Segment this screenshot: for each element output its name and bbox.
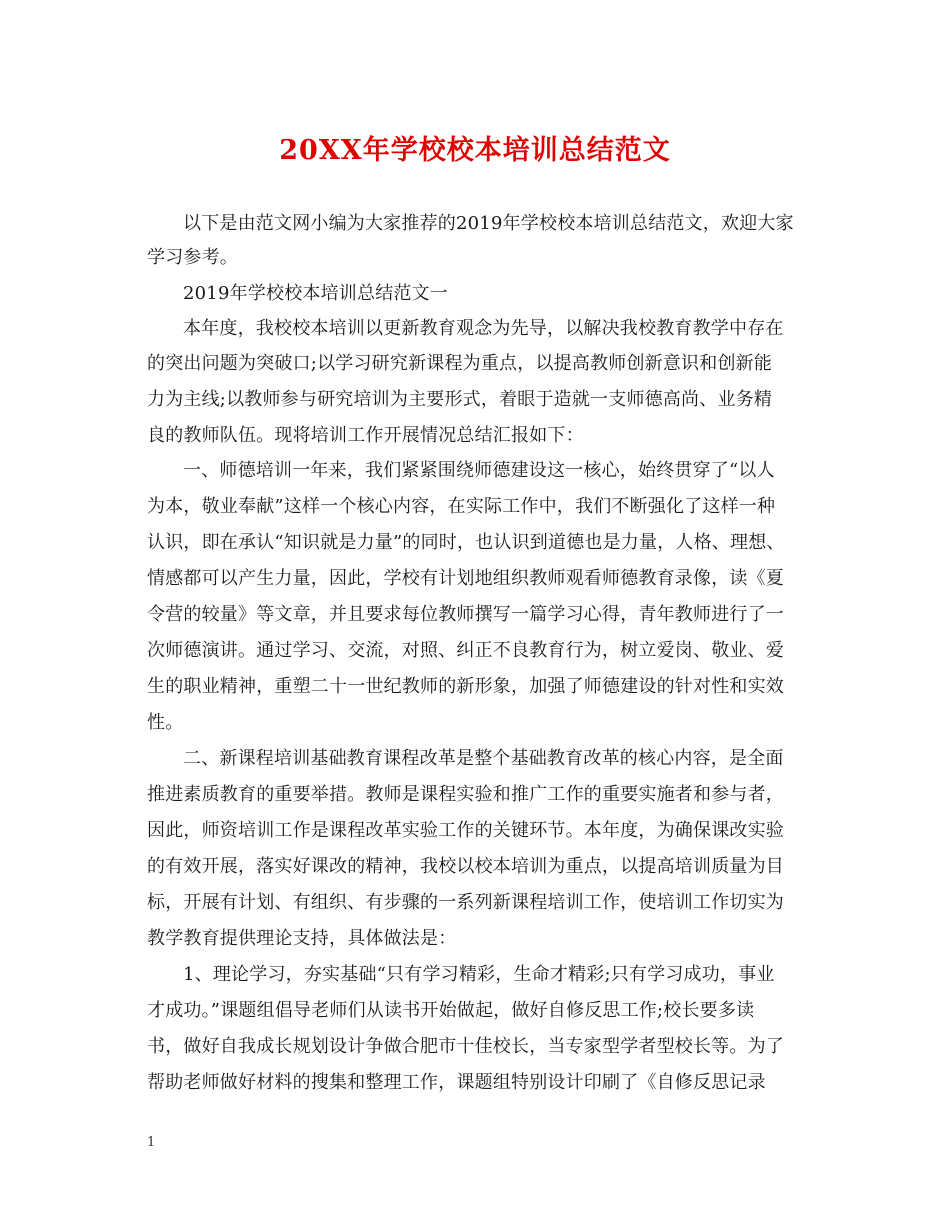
text-line: 书，做好自我成长规划设计争做合肥市十佳校长，当专家型学者型校长等。为了: [147, 1036, 784, 1057]
text-line: 令营的较量》等文章，并且要求每位教师撰写一篇学习心得，青年教师进行了一: [147, 604, 784, 625]
text-line: 因此，师资培训工作是课程改革实验工作的关键环节。本年度，为确保课改实验: [147, 820, 784, 841]
text-line: 本年度，我校校本培训以更新教育观念为先导，以解决我校教育教学中存在: [183, 318, 784, 339]
text-line: 良的教师队伍。现将培训工作开展情况总结汇报如下：: [147, 425, 584, 446]
section-heading: 2019年学校校本培训总结范文一: [183, 283, 449, 304]
text-line: 性。: [147, 712, 184, 733]
text-line: 学习参考。: [147, 247, 238, 268]
page-number: 1: [147, 1135, 156, 1150]
text-line: 二、新课程培训基础教育课程改革是整个基础教育改革的核心内容，是全面: [183, 748, 784, 769]
text-line: 以下是由范文网小编为大家推荐的2019年学校校本培训总结范文，欢迎大家: [183, 213, 794, 234]
text-line: 才成功。”课题组倡导老师们从读书开始做起，做好自修反思工作;校长要多读: [147, 1000, 755, 1021]
text-line: 帮助老师做好材料的搜集和整理工作，课题组特别设计印刷了《自修反思记录: [147, 1072, 766, 1093]
text-line: 力为主线;以教师参与研究培训为主要形式，着眼于造就一支师德高尚、业务精: [147, 389, 773, 410]
text-line: 次师德演讲。通过学习、交流，对照、纠正不良教育行为，树立爱岗、敬业、爱: [147, 640, 784, 661]
text-line: 认识，即在承认“知识就是力量”的同时，也认识到道德也是力量，人格、理想、: [147, 532, 785, 553]
text-line: 生的职业精神，重塑二十一世纪教师的新形象，加强了师德建设的针对性和实效: [147, 676, 784, 697]
text-line: 的有效开展，落实好课改的精神，我校以校本培训为重点，以提高培训质量为目: [147, 856, 784, 877]
text-line: 教学教育提供理论支持，具体做法是：: [147, 928, 457, 949]
text-line: 情感都可以产生力量，因此，学校有计划地组织教师观看师德教育录像，读《夏: [147, 568, 784, 589]
text-line: 1、理论学习，夯实基础“只有学习精彩，生命才精彩;只有学习成功，事业: [183, 964, 775, 985]
text-line: 推进素质教育的重要举措。教师是课程实验和推广工作的重要实施者和参与者，: [147, 784, 784, 805]
document-title: 20XX年学校校本培训总结范文: [279, 135, 671, 166]
text-line: 一、师德培训一年来，我们紧紧围绕师德建设这一核心，始终贯穿了“以人: [183, 460, 775, 481]
text-line: 的突出问题为突破口;以学习研究新课程为重点，以提高教师创新意识和创新能: [147, 353, 773, 374]
text-line: 标，开展有计划、有组织、有步骤的一系列新课程培训工作，使培训工作切实为: [147, 892, 784, 913]
text-line: 为本，敬业奉献”这样一个核心内容，在实际工作中，我们不断强化了这样一种: [147, 496, 776, 517]
